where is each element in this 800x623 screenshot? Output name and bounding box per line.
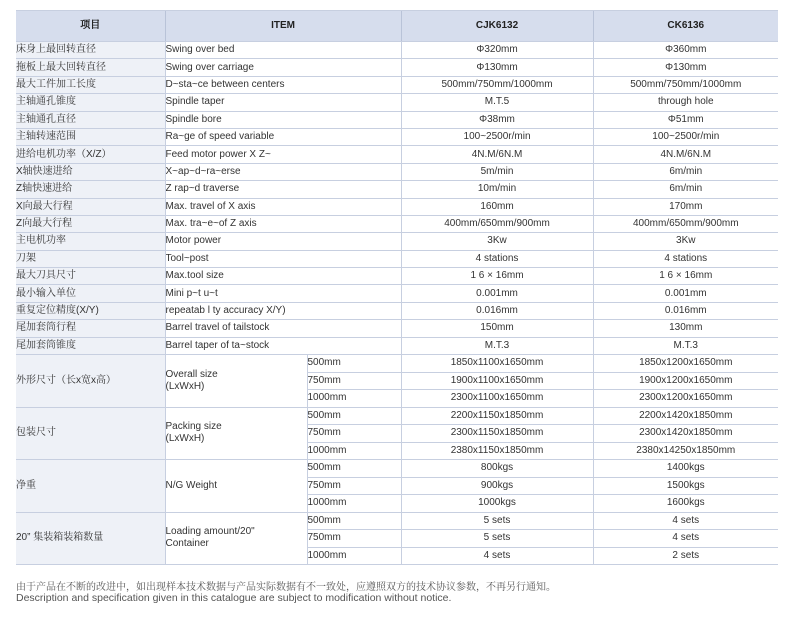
- disclaimer-en: Description and specification given in this catalogue are subject to modification without notice.: [16, 592, 452, 604]
- group-label-en-line1: Overall size: [165, 368, 218, 380]
- value-ck6136: 400mm/650mm/900mm: [593, 215, 778, 232]
- value-ck6136: 1600kgs: [593, 495, 778, 513]
- spec-table-body: [16, 42, 778, 565]
- group-label-en-line1: N/G Weight: [165, 479, 217, 491]
- table-row: [16, 42, 778, 59]
- group-label-en-line1: Packing size: [165, 421, 222, 433]
- value-ck6136: 170mm: [593, 198, 778, 215]
- group-label-en-line2: Container: [165, 538, 209, 550]
- spec-label-zh: 刀架: [16, 250, 165, 267]
- value-ck6136: 2200x1420x1850mm: [593, 407, 778, 425]
- value-cjk6132: 150mm: [401, 320, 593, 337]
- spec-label-en: repeatab l ty accuracy X/Y): [165, 302, 401, 319]
- value-cjk6132: 0.001mm: [401, 285, 593, 302]
- value-cjk6132: 5 sets: [401, 530, 593, 548]
- table-row: [16, 181, 778, 198]
- spec-label-zh: 最大工件加工长度: [16, 76, 165, 93]
- bed-length: 750mm: [307, 530, 401, 548]
- table-row: [16, 512, 778, 530]
- value-cjk6132: 2300x1100x1650mm: [401, 390, 593, 408]
- spec-label-zh: Z轴快速进给: [16, 181, 165, 198]
- table-row: [16, 215, 778, 232]
- value-cjk6132: Φ320mm: [401, 42, 593, 59]
- spec-label-zh: 进给电机功率（X/Z）: [16, 146, 165, 163]
- spec-label-en: X~ap~d~ra~erse: [165, 163, 401, 180]
- value-cjk6132: 500mm/750mm/1000mm: [401, 76, 593, 93]
- spec-label-en: Mini p~t u~t: [165, 285, 401, 302]
- value-ck6136: 4N.M/6N.M: [593, 146, 778, 163]
- spec-label-zh: 重复定位精度(X/Y): [16, 302, 165, 319]
- value-ck6136: 2 sets: [593, 547, 778, 565]
- value-ck6136: through hole: [593, 94, 778, 111]
- spec-label-zh: 主电机功率: [16, 233, 165, 250]
- value-cjk6132: 2200x1150x1850mm: [401, 407, 593, 425]
- table-row: [16, 268, 778, 285]
- table-row: [16, 320, 778, 337]
- spec-label-zh: 主轴转速范围: [16, 128, 165, 145]
- value-cjk6132: 1850x1100x1650mm: [401, 355, 593, 373]
- bed-length: 1000mm: [307, 390, 401, 408]
- value-ck6136: 2300x1200x1650mm: [593, 390, 778, 408]
- value-ck6136: 130mm: [593, 320, 778, 337]
- value-ck6136: 2380x14250x1850mm: [593, 442, 778, 460]
- header-model-ck6136: CK6136: [593, 11, 778, 42]
- bed-length: 1000mm: [307, 547, 401, 565]
- bed-length: 500mm: [307, 407, 401, 425]
- spec-label-en: Spindle taper: [165, 94, 401, 111]
- value-cjk6132: 4 sets: [401, 547, 593, 565]
- table-header-row: [16, 11, 778, 42]
- value-cjk6132: 1900x1100x1650mm: [401, 372, 593, 390]
- value-ck6136: 1900x1200x1650mm: [593, 372, 778, 390]
- value-cjk6132: M.T.3: [401, 337, 593, 354]
- value-cjk6132: 3Kw: [401, 233, 593, 250]
- spec-label-zh: 尾加套筒锥度: [16, 337, 165, 354]
- value-cjk6132: 1000kgs: [401, 495, 593, 513]
- value-ck6136: 6m/min: [593, 181, 778, 198]
- value-ck6136: M.T.3: [593, 337, 778, 354]
- value-ck6136: Φ360mm: [593, 42, 778, 59]
- table-row: [16, 128, 778, 145]
- value-cjk6132: 160mm: [401, 198, 593, 215]
- group-label-en-line2: (LxWxH): [165, 433, 205, 445]
- table-row: [16, 233, 778, 250]
- value-cjk6132: Φ38mm: [401, 111, 593, 128]
- spec-label-en: Motor power: [165, 233, 401, 250]
- spec-label-zh: 主轴通孔直径: [16, 111, 165, 128]
- table-row: [16, 94, 778, 111]
- value-ck6136: 100~2500r/min: [593, 128, 778, 145]
- spec-table: [16, 10, 778, 565]
- value-cjk6132: M.T.5: [401, 94, 593, 111]
- bed-length: 500mm: [307, 460, 401, 478]
- spec-label-zh: 主轴通孔锥度: [16, 94, 165, 111]
- bed-length: 500mm: [307, 512, 401, 530]
- spec-label-zh: Z向最大行程: [16, 215, 165, 232]
- spec-label-en: D~sta~ce between centers: [165, 76, 401, 93]
- value-cjk6132: 5 sets: [401, 512, 593, 530]
- header-model-cjk6132: CJK6132: [401, 11, 593, 42]
- value-ck6136: 6m/min: [593, 163, 778, 180]
- value-ck6136: 500mm/750mm/1000mm: [593, 76, 778, 93]
- table-row: [16, 355, 778, 373]
- group-label-zh: 外形尺寸（长x宽x高）: [16, 355, 165, 408]
- spec-label-en: Barrel taper of ta~stock: [165, 337, 401, 354]
- value-ck6136: 4 stations: [593, 250, 778, 267]
- bed-length: 500mm: [307, 355, 401, 373]
- spec-label-en: Spindle bore: [165, 111, 401, 128]
- table-row: [16, 146, 778, 163]
- bed-length: 1000mm: [307, 442, 401, 460]
- table-row: [16, 59, 778, 76]
- disclaimer-zh: 由于产品在不断的改进中，如出现样本技术数据与产品实际数据有不一致处，应遵照双方的技术协议参数，不再另行通知。: [16, 582, 556, 593]
- group-label-zh: 20” 集装箱装箱数量: [16, 512, 165, 565]
- value-cjk6132: Φ130mm: [401, 59, 593, 76]
- table-row: [16, 250, 778, 267]
- group-label-zh: 包装尺寸: [16, 407, 165, 460]
- table-row: [16, 460, 778, 478]
- spec-label-en: Max. travel of X axis: [165, 198, 401, 215]
- value-ck6136: 0.001mm: [593, 285, 778, 302]
- value-cjk6132: 2300x1150x1850mm: [401, 425, 593, 443]
- group-label-en: [165, 355, 307, 408]
- value-ck6136: 1400kgs: [593, 460, 778, 478]
- value-cjk6132: 0.016mm: [401, 302, 593, 319]
- value-cjk6132: 5m/min: [401, 163, 593, 180]
- spec-label-en: Max.tool size: [165, 268, 401, 285]
- value-cjk6132: 4N.M/6N.M: [401, 146, 593, 163]
- value-ck6136: 3Kw: [593, 233, 778, 250]
- table-row: [16, 76, 778, 93]
- group-label-en: [165, 460, 307, 513]
- value-cjk6132: 800kgs: [401, 460, 593, 478]
- spec-label-en: Swing over bed: [165, 42, 401, 59]
- value-ck6136: 2300x1420x1850mm: [593, 425, 778, 443]
- bed-length: 750mm: [307, 425, 401, 443]
- value-cjk6132: 10m/min: [401, 181, 593, 198]
- table-row: [16, 302, 778, 319]
- table-row: [16, 337, 778, 354]
- table-row: [16, 163, 778, 180]
- table-row: [16, 111, 778, 128]
- spec-label-en: Z rap~d traverse: [165, 181, 401, 198]
- table-row: [16, 407, 778, 425]
- spec-label-zh: X轴快速进给: [16, 163, 165, 180]
- spec-label-en: Swing over carriage: [165, 59, 401, 76]
- spec-label-zh: 床身上最回转直径: [16, 42, 165, 59]
- value-ck6136: 1850x1200x1650mm: [593, 355, 778, 373]
- spec-label-zh: X向最大行程: [16, 198, 165, 215]
- spec-label-en: Tool~post: [165, 250, 401, 267]
- header-item-zh: 项目: [16, 11, 165, 42]
- bed-length: 750mm: [307, 372, 401, 390]
- value-cjk6132: 1 6 × 16mm: [401, 268, 593, 285]
- value-cjk6132: 4 stations: [401, 250, 593, 267]
- spec-label-zh: 拖板上最大回转直径: [16, 59, 165, 76]
- group-label-zh: 净重: [16, 460, 165, 513]
- value-cjk6132: 2380x1150x1850mm: [401, 442, 593, 460]
- spec-label-zh: 尾加套筒行程: [16, 320, 165, 337]
- group-label-en: [165, 407, 307, 460]
- group-label-en: [165, 512, 307, 565]
- spec-label-en: Ra~ge of speed variable: [165, 128, 401, 145]
- table-row: [16, 285, 778, 302]
- value-ck6136: 1500kgs: [593, 477, 778, 495]
- bed-length: 750mm: [307, 477, 401, 495]
- spec-label-en: Feed motor power X Z~: [165, 146, 401, 163]
- value-ck6136: 0.016mm: [593, 302, 778, 319]
- value-ck6136: Φ51mm: [593, 111, 778, 128]
- value-ck6136: 4 sets: [593, 512, 778, 530]
- spec-label-zh: 最小输入单位: [16, 285, 165, 302]
- spec-label-zh: 最大刀具尺寸: [16, 268, 165, 285]
- header-item-en: ITEM: [165, 11, 401, 42]
- group-label-en-line2: (LxWxH): [165, 380, 205, 392]
- value-cjk6132: 100~2500r/min: [401, 128, 593, 145]
- value-cjk6132: 900kgs: [401, 477, 593, 495]
- group-label-en-line1: Loading amount/20": [165, 526, 255, 538]
- table-row: [16, 198, 778, 215]
- spec-label-en: Max. tra~e~of Z axis: [165, 215, 401, 232]
- value-cjk6132: 400mm/650mm/900mm: [401, 215, 593, 232]
- value-ck6136: 1 6 × 16mm: [593, 268, 778, 285]
- spec-label-en: Barrel travel of tailstock: [165, 320, 401, 337]
- value-ck6136: 4 sets: [593, 530, 778, 548]
- bed-length: 1000mm: [307, 495, 401, 513]
- value-ck6136: Φ130mm: [593, 59, 778, 76]
